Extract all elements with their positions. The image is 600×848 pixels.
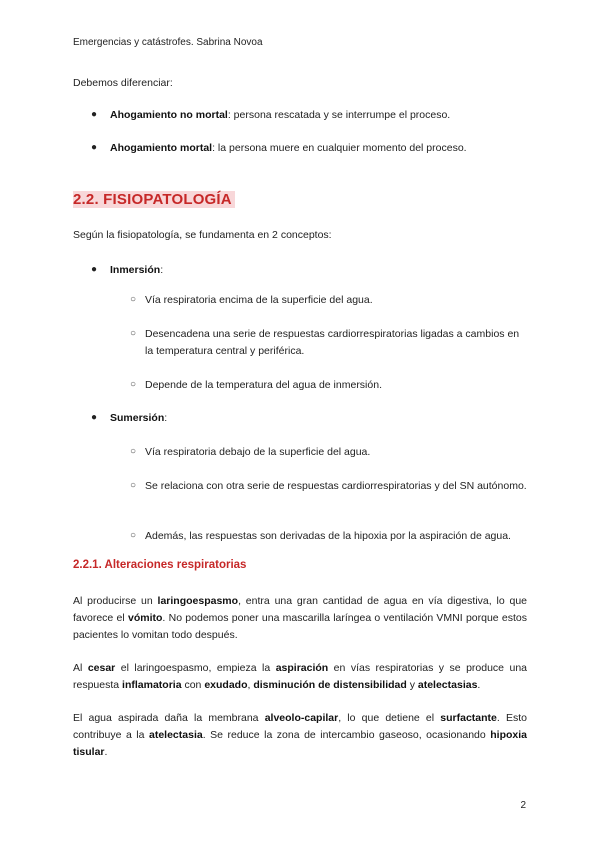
circle-bullet-icon: ○: [130, 328, 137, 339]
bullet-icon: ●: [91, 142, 98, 153]
bullet-icon: ●: [91, 109, 98, 120]
term: Ahogamiento mortal: [110, 142, 213, 154]
bullet-icon: ●: [91, 264, 98, 275]
colon: :: [164, 412, 168, 424]
circle-bullet-icon: ○: [130, 446, 137, 457]
paragraph: El agua aspirada daña la membrana alveolo-capilar, lo que detiene el surfactante. Esto contribuye a la atelectasia. Se reduce la zona de intercambio gaseoso, ocasionando hipoxia tisular.: [73, 712, 527, 758]
sub-item: Vía respiratoria debajo de la superficie del agua.: [145, 446, 371, 458]
section-heading: 2.2. FISIOPATOLOGÍA: [73, 191, 235, 208]
sub-item: Desencadena una serie de respuestas cardiorrespiratorias ligadas a cambios en la temperatura central y periférica.: [145, 328, 520, 357]
concept-item: [110, 262, 530, 279]
sub-item: Se relaciona con otra serie de respuestas cardiorrespiratorias y del SN autónomo.: [145, 480, 527, 492]
paragraph: Al cesar el laringoespasmo, empieza la aspiración en vías respiratorias y se produce una respuesta inflamatoria con exudado, disminución de distensibilidad y atelectasias.: [73, 662, 527, 691]
concept-term: Inmersión: [110, 264, 161, 276]
page-number: 2: [520, 800, 526, 811]
sub-item: Depende de la temperatura del agua de inmersión.: [145, 379, 382, 391]
circle-bullet-icon: ○: [130, 379, 137, 390]
sub-item: Además, las respuestas son derivadas de la hipoxia por la aspiración de agua.: [145, 530, 511, 542]
term: Ahogamiento no mortal: [110, 109, 228, 121]
list-item: [110, 140, 530, 157]
circle-bullet-icon: ○: [130, 530, 137, 541]
paragraph: Al producirse un laringoespasmo, entra una gran cantidad de agua en vía digestiva, lo que favorece el vómito. No podemos poner una mascarilla laríngea o ventilación VMNI porque estos pacientes lo vomitan todo después.: [73, 595, 528, 641]
circle-bullet-icon: ○: [130, 294, 137, 305]
term-desc: : persona rescatada y se interrumpe el proceso.: [227, 109, 451, 121]
section-intro: Según la fisiopatología, se fundamenta en 2 conceptos:: [73, 229, 332, 241]
circle-bullet-icon: ○: [130, 480, 137, 491]
list-item: [110, 107, 530, 124]
page-header: Emergencias y catástrofes. Sabrina Novoa: [73, 37, 263, 48]
concept-item: [110, 410, 530, 427]
subsection-heading: 2.2.1. Alteraciones respiratorias: [73, 559, 247, 571]
intro-text: Debemos diferenciar:: [73, 77, 173, 89]
colon: :: [160, 264, 164, 276]
concept-term: Sumersión: [110, 412, 165, 424]
bullet-icon: ●: [91, 412, 98, 423]
term-desc: : la persona muere en cualquier momento del proceso.: [212, 142, 467, 154]
sub-item: Vía respiratoria encima de la superficie del agua.: [145, 294, 373, 306]
